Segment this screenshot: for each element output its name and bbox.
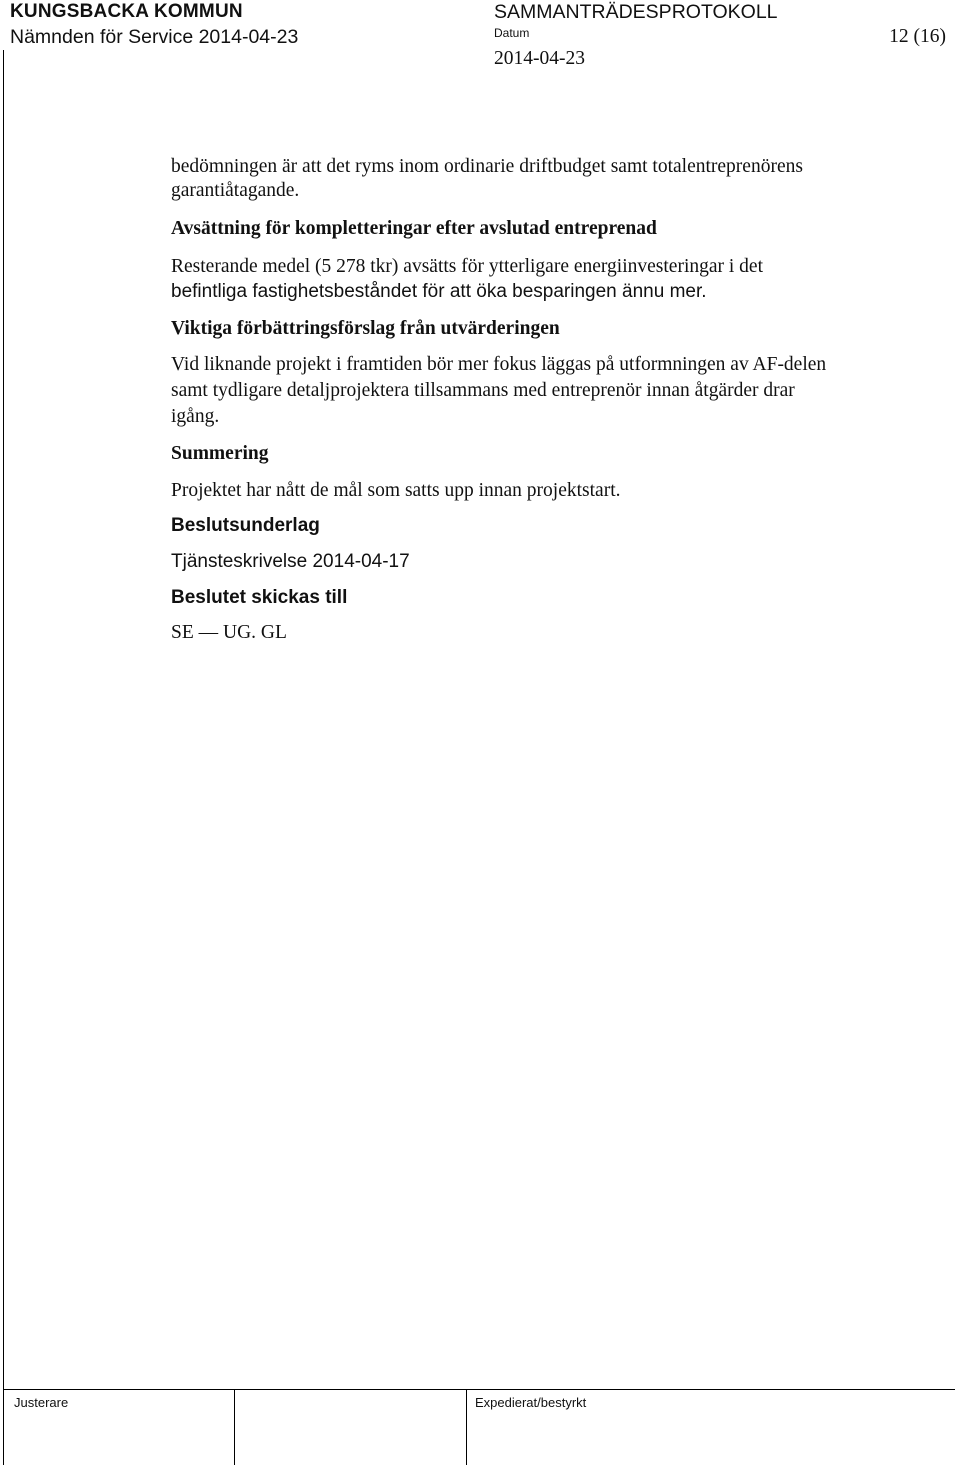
section-heading: Summering — [171, 443, 269, 464]
section-heading: Beslutsunderlag — [171, 515, 320, 536]
date-value: 2014-04-23 — [494, 48, 585, 69]
page-indicator: 12 (16) — [889, 26, 946, 47]
committee-title: Nämnden för Service 2014-04-23 — [10, 26, 299, 48]
paragraph-line: Projektet har nått de mål som satts upp innan projektstart. — [171, 480, 621, 501]
section-heading: Avsättning för kompletteringar efter avslutad entreprenad — [171, 218, 657, 239]
paragraph-line: Resterande medel (5 278 tkr) avsätts för ytterligare energiinvesteringar i det — [171, 256, 764, 277]
footer-divider — [234, 1389, 235, 1465]
paragraph-line: SE — UG. GL — [171, 622, 287, 643]
paragraph-line: igång. — [171, 406, 220, 427]
left-margin-rule — [3, 50, 4, 1465]
paragraph-line: Tjänsteskrivelse 2014-04-17 — [171, 551, 410, 572]
justerare-label: Justerare — [14, 1395, 69, 1410]
section-heading: Viktiga förbättringsförslag från utvärderingen — [171, 318, 560, 339]
paragraph-line: samt tydligare detaljprojektera tillsammans med entreprenör innan åtgärder drar — [171, 380, 795, 401]
document-type: SAMMANTRÄDESPROTOKOLL — [494, 1, 778, 23]
paragraph-line: bedömningen är att det ryms inom ordinarie driftbudget samt totalentreprenörens — [171, 156, 803, 177]
footer-top-rule — [3, 1389, 955, 1390]
org-name: KUNGSBACKA KOMMUN — [10, 1, 243, 22]
section-heading: Beslutet skickas till — [171, 587, 348, 608]
paragraph-line: garantiåtagande. — [171, 180, 300, 201]
footer-divider — [466, 1389, 467, 1465]
expedierat-label: Expedierat/bestyrkt — [475, 1395, 587, 1410]
paragraph-line: befintliga fastighetsbeståndet för att öka besparingen ännu mer. — [171, 281, 707, 302]
paragraph-line: Vid liknande projekt i framtiden bör mer fokus läggas på utformningen av AF-delen — [171, 354, 827, 375]
date-label: Datum — [494, 26, 530, 40]
